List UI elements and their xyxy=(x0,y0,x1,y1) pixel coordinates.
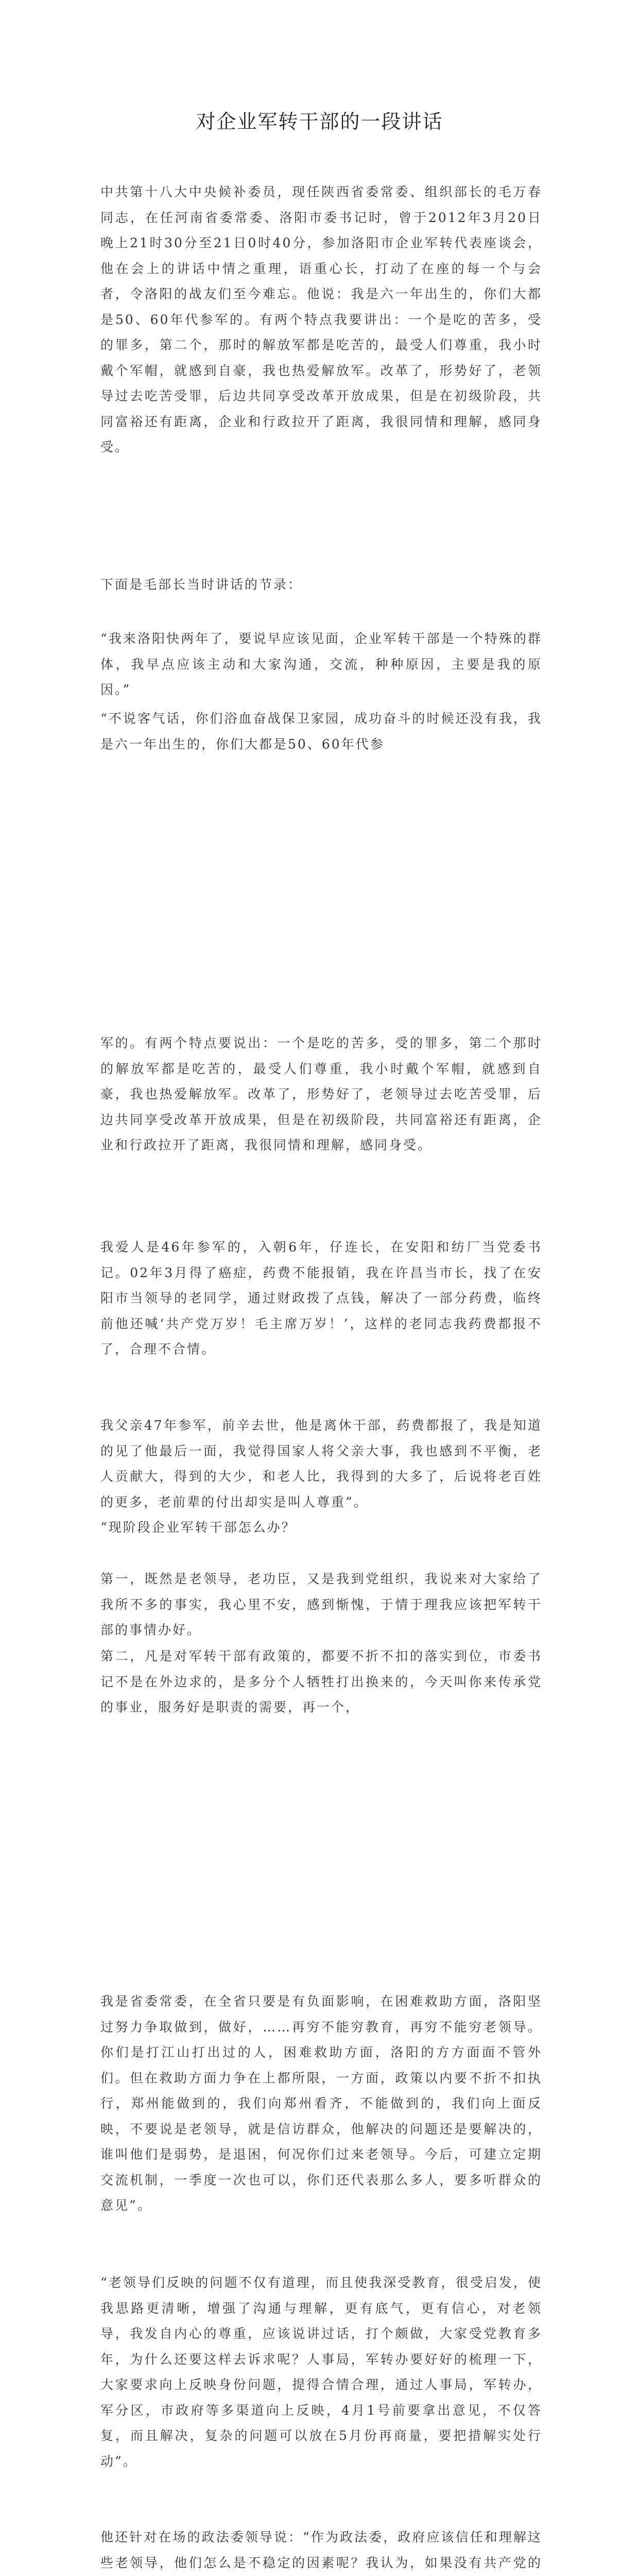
excerpt-intro: 下面是毛部长当时讲话的节录： xyxy=(100,577,303,592)
quote-paragraph-5: 我父亲47年参军，前辛去世，他是离休干部，药费都报了，我是知道的见了他最后一面，我觉得国家人将父亲大事，我也感到不平衡，老人贡献大，得到的大少，和老人比，我得到的大多了，后说将老百姓的更多，老前辈的付出却实是叫人尊重”。 xyxy=(100,1418,542,1510)
page-title: 对企业军转干部的一段讲话 xyxy=(196,110,443,133)
quote-paragraph-7: “老领导们反映的问题不仅有道理，而且使我深受教育，很受启发，使我思路更清晰，增强了沟通与理解，更有底气，更有信心，对老领导，我发自内心的尊重，应该说讲过话，打个颇做，大家受党教育多年，为什么还要这样去诉求呢？人事局，军转办要好好的梳理一下，大家要求向上反映身份问题，提得合情合理，通过人事局，军转办，军分区，市政府等多渠道向上反映，4月1号前要拿出意见，不仅答复，而且解决，复杂的问题可以放在5月份再商量，要把措解实处行动”。 xyxy=(100,2275,542,2469)
point-two-paragraph: 第二，凡是对军转干部有政策的，都要不折不扣的落实到位，市委书记不是在外边求的，是多分个人牺牲打出换来的，今天叫你来传承党的事业，服务好是职责的需要，再一个， xyxy=(100,1649,542,1715)
quote-paragraph-1: “我来洛阳快两年了，要说早应该见面，企业军转干部是一个特殊的群体，我早点应该主动和大家沟通，交流，种种原因，主要是我的原因。” xyxy=(100,631,542,697)
section-heading: “现阶段企业军转干部怎么办？ xyxy=(100,1520,296,1535)
quote-paragraph-4: 我爱人是46年参军的，入朝6年，仔连长，在安阳和纺厂当党委书记。02年3月得了癌症，药费不能报销，我在许昌当市长，找了在安阳市当领导的老同学，通过财政拨了点钱，解决了一部分药费，临终前他还喊‘共产党万岁！毛主席万岁！’，这样的老同志我药费都报不了，合理不合情。 xyxy=(100,1240,542,1357)
intro-paragraph: 中共第十八大中央候补委员，现任陕西省委常委、组织部长的毛万春同志，在任河南省委常委、洛阳市委书记时，曾于2012年3月20日晚上21时30分至21日0时40分，参加洛阳市企业军转代表座谈会，他在会上的讲话中情之重理，语重心长，打动了在座的每一个与会者，令洛阳的战友们至今难忘。他说：我是六一年出生的，你们大都是50、60年代参军的。有两个特点我要讲出：一个是吃的苦多，受的罪多，第二个，那时的解放军都是吃苦的，最受人们尊重，我小时戴个军帽，就感到自豪，我也热爱解放军。改革了，形势好了，老领导过去吃苦受罪，后边共同享受改革开放成果，但是在初级阶段，共同富裕还有距离，企业和行政拉开了距离，我很同情和理解，感同身受。 xyxy=(100,184,542,454)
quote-paragraph-8: 他还针对在场的政法委领导说：“作为政法委，政府应该信任和理解这些老领导，他们怎么是不稳定的因素呢？我认为，如果没有共产党的 xyxy=(100,2530,542,2570)
point-one-paragraph: 第一，既然是老领导，老功臣，又是我到党组织，我说来对大家给了我所不多的事实，我心里不安，感到惭愧，于情于理我应该把军转干部的事情办好。 xyxy=(100,1571,542,1637)
quote-paragraph-6: 我是省委常委，在全省只要是有负面影响，在困难救助方面，洛阳坚过努力争取做到，做好，……再穷不能穷教育，再穷不能穷老领导。你们是打江山打出过的人，困难救助方面，洛阳的方方面面不管外们。但在救助方面力争在上都所限，一方面，政策以内要不折不扣执行，郑州能做到的，我们向郑州看齐，不能做到的，我们向上面反映，不要说是老领导，就是信访群众，他解决的问题还是要解决的，谁叫他们是弱势，是退困，何况你们过来老领导。今后，可建立定期交流机制，一季度一次也可以，你们还代表那么多人，要多听群众的意见”。 xyxy=(100,1994,542,2213)
quote-paragraph-2: “不说客气话，你们浴血奋战保卫家园，成功奋斗的时候还没有我，我是六一年出生的，你们大都是50、60年代参 xyxy=(100,711,542,752)
quote-paragraph-3: 军的。有两个特点要说出：一个是吃的苦多，受的罪多，第二个那时的解放军都是吃苦的，最受人们尊重，我小时戴个军帽，就感到自豪，我也热爱解放军。改革了，形势好了，老领导过去吃苦受罪，后边共同享受改革开放成果，但是在初级阶段，共同富裕还有距离，企业和行政拉开了距离，我很同情和理解，感同身受。 xyxy=(100,1036,542,1153)
